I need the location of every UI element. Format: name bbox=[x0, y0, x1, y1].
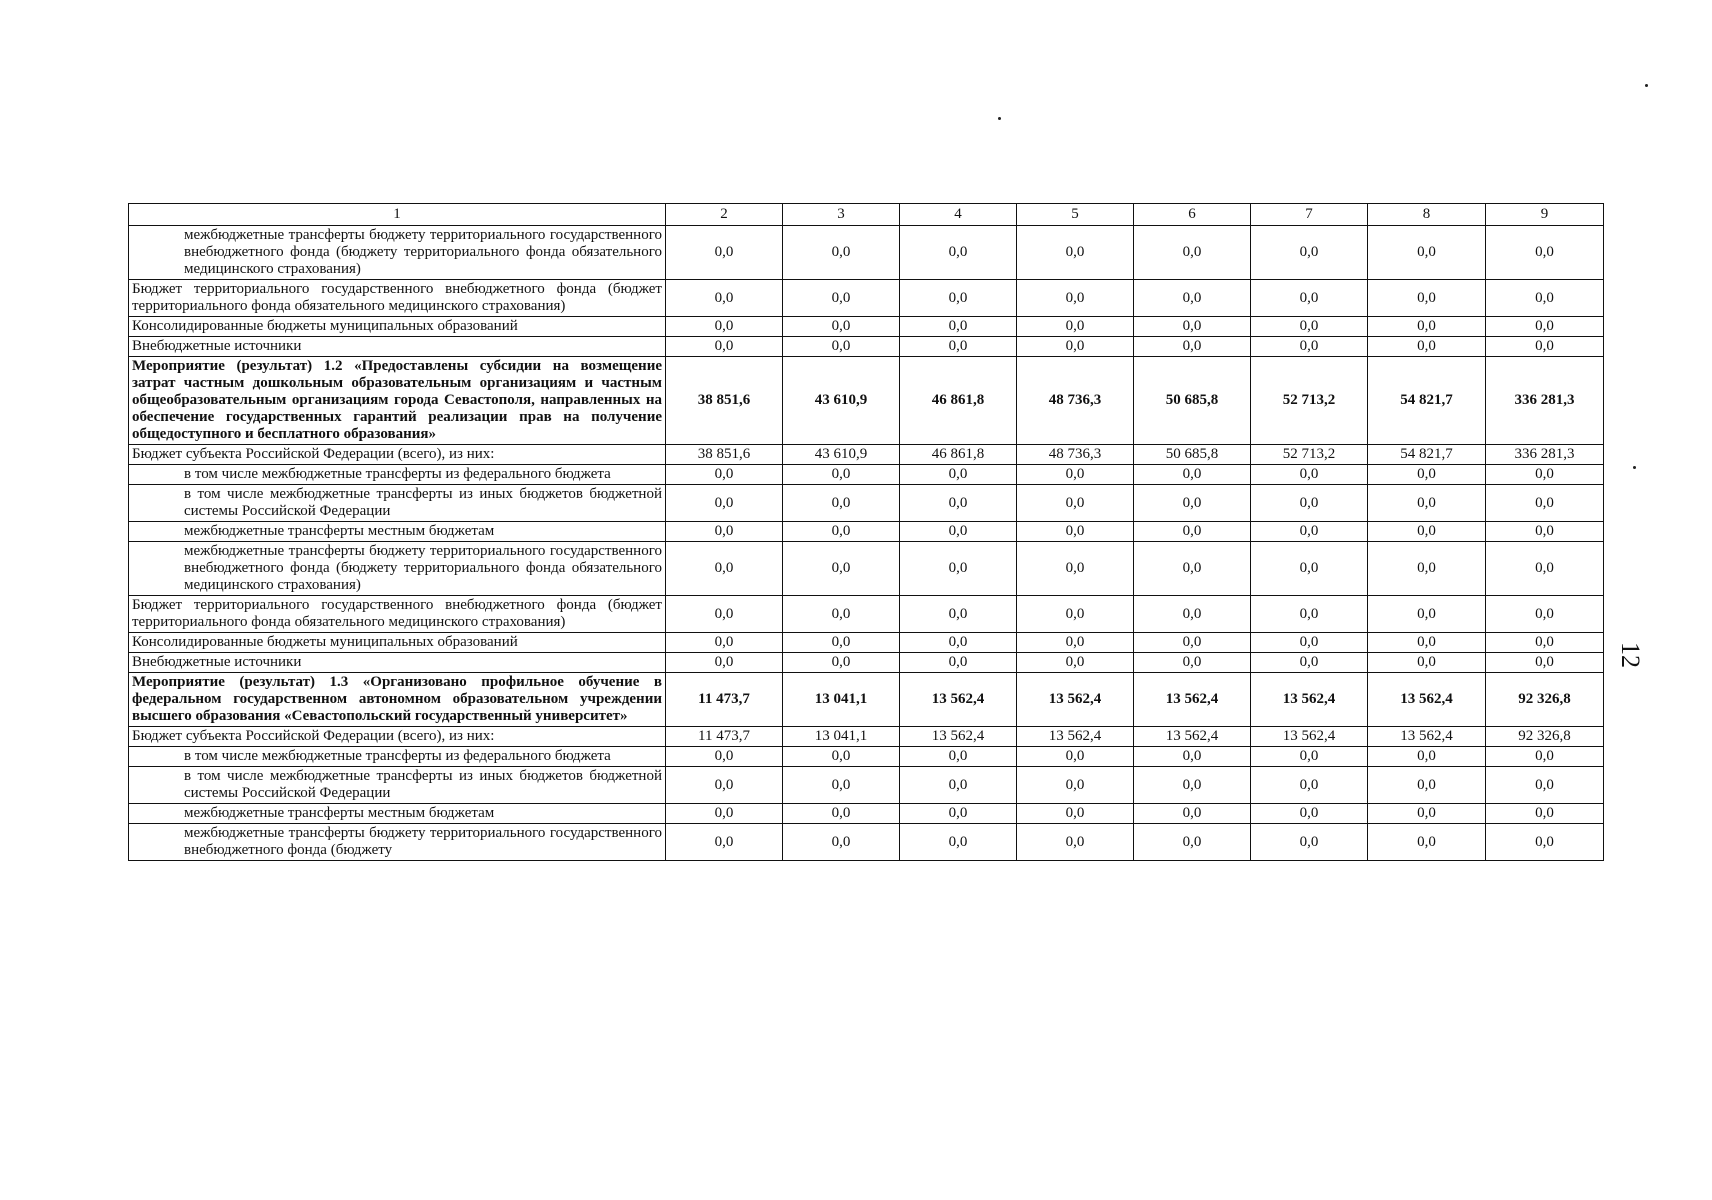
value-cell: 0,0 bbox=[1017, 542, 1134, 596]
value-cell: 11 473,7 bbox=[666, 727, 783, 747]
row-label: Бюджет субъекта Российской Федерации (всего), из них: bbox=[129, 727, 666, 747]
value-cell: 0,0 bbox=[1017, 824, 1134, 861]
value-cell: 0,0 bbox=[1368, 337, 1486, 357]
row-label: Бюджет субъекта Российской Федерации (всего), из них: bbox=[129, 445, 666, 465]
value-cell: 0,0 bbox=[1251, 485, 1368, 522]
row-label: Консолидированные бюджеты муниципальных образований bbox=[129, 317, 666, 337]
activity-row bbox=[129, 673, 1604, 727]
value-cell: 0,0 bbox=[1017, 317, 1134, 337]
value-cell: 0,0 bbox=[1486, 317, 1604, 337]
value-cell: 0,0 bbox=[783, 465, 900, 485]
value-cell: 13 562,4 bbox=[1368, 673, 1486, 727]
value-cell: 0,0 bbox=[900, 804, 1017, 824]
value-cell: 13 562,4 bbox=[900, 727, 1017, 747]
row-label: в том числе межбюджетные трансферты из федерального бюджета bbox=[129, 747, 666, 767]
value-cell: 0,0 bbox=[1017, 767, 1134, 804]
value-cell: 0,0 bbox=[1486, 767, 1604, 804]
value-cell: 0,0 bbox=[666, 522, 783, 542]
value-cell: 92 326,8 bbox=[1486, 727, 1604, 747]
value-cell: 0,0 bbox=[900, 747, 1017, 767]
table-row bbox=[129, 653, 1604, 673]
value-cell: 0,0 bbox=[666, 542, 783, 596]
value-cell: 336 281,3 bbox=[1486, 357, 1604, 445]
value-cell: 0,0 bbox=[1134, 542, 1251, 596]
value-cell: 0,0 bbox=[1134, 485, 1251, 522]
value-cell: 0,0 bbox=[1368, 596, 1486, 633]
value-cell: 0,0 bbox=[783, 804, 900, 824]
value-cell: 0,0 bbox=[1251, 522, 1368, 542]
value-cell: 0,0 bbox=[1486, 465, 1604, 485]
row-label: Внебюджетные источники bbox=[129, 337, 666, 357]
value-cell: 0,0 bbox=[1368, 804, 1486, 824]
value-cell: 0,0 bbox=[1134, 226, 1251, 280]
table-row bbox=[129, 445, 1604, 465]
value-cell: 0,0 bbox=[783, 596, 900, 633]
value-cell: 0,0 bbox=[1368, 485, 1486, 522]
value-cell: 0,0 bbox=[783, 317, 900, 337]
value-cell: 0,0 bbox=[1368, 824, 1486, 861]
table-row bbox=[129, 596, 1604, 633]
value-cell: 0,0 bbox=[1017, 280, 1134, 317]
value-cell: 0,0 bbox=[666, 747, 783, 767]
value-cell: 13 562,4 bbox=[1134, 673, 1251, 727]
value-cell: 13 562,4 bbox=[900, 673, 1017, 727]
value-cell: 13 562,4 bbox=[1251, 727, 1368, 747]
column-header: 2 bbox=[666, 204, 783, 226]
value-cell: 50 685,8 bbox=[1134, 445, 1251, 465]
value-cell: 0,0 bbox=[1134, 804, 1251, 824]
value-cell: 0,0 bbox=[1368, 542, 1486, 596]
value-cell: 0,0 bbox=[666, 824, 783, 861]
value-cell: 0,0 bbox=[666, 804, 783, 824]
value-cell: 48 736,3 bbox=[1017, 357, 1134, 445]
value-cell: 0,0 bbox=[1134, 747, 1251, 767]
row-label: в том числе межбюджетные трансферты из иных бюджетов бюджетной системы Российской Федерации bbox=[129, 767, 666, 804]
scan-speck bbox=[1645, 84, 1648, 87]
column-header: 9 bbox=[1486, 204, 1604, 226]
table-row bbox=[129, 767, 1604, 804]
table-body bbox=[129, 204, 1604, 861]
value-cell: 0,0 bbox=[1134, 337, 1251, 357]
row-label: Внебюджетные источники bbox=[129, 653, 666, 673]
value-cell: 0,0 bbox=[666, 465, 783, 485]
column-header: 1 bbox=[129, 204, 666, 226]
value-cell: 0,0 bbox=[1251, 804, 1368, 824]
value-cell: 0,0 bbox=[1134, 280, 1251, 317]
value-cell: 0,0 bbox=[1486, 337, 1604, 357]
value-cell: 0,0 bbox=[1486, 522, 1604, 542]
value-cell: 0,0 bbox=[1134, 465, 1251, 485]
column-header: 7 bbox=[1251, 204, 1368, 226]
row-label: Бюджет территориального государственного внебюджетного фонда (бюджет территориального фонда обязательного медицинского страхования) bbox=[129, 280, 666, 317]
table-row bbox=[129, 727, 1604, 747]
value-cell: 0,0 bbox=[900, 767, 1017, 804]
value-cell: 0,0 bbox=[1486, 653, 1604, 673]
value-cell: 0,0 bbox=[900, 522, 1017, 542]
value-cell: 0,0 bbox=[783, 337, 900, 357]
column-header: 4 bbox=[900, 204, 1017, 226]
value-cell: 0,0 bbox=[783, 747, 900, 767]
value-cell: 0,0 bbox=[1251, 280, 1368, 317]
column-header: 6 bbox=[1134, 204, 1251, 226]
row-label: Консолидированные бюджеты муниципальных образований bbox=[129, 633, 666, 653]
value-cell: 0,0 bbox=[1251, 226, 1368, 280]
value-cell: 0,0 bbox=[1486, 485, 1604, 522]
value-cell: 13 041,1 bbox=[783, 727, 900, 747]
value-cell: 38 851,6 bbox=[666, 357, 783, 445]
value-cell: 0,0 bbox=[1017, 804, 1134, 824]
value-cell: 0,0 bbox=[1368, 226, 1486, 280]
value-cell: 11 473,7 bbox=[666, 673, 783, 727]
value-cell: 0,0 bbox=[1251, 465, 1368, 485]
value-cell: 0,0 bbox=[1368, 747, 1486, 767]
row-label: межбюджетные трансферты бюджету территориального государственного внебюджетного фонда (бюджету территориального фонда обязательного медицинского страхования) bbox=[129, 542, 666, 596]
value-cell: 0,0 bbox=[1251, 542, 1368, 596]
value-cell: 0,0 bbox=[1368, 767, 1486, 804]
value-cell: 43 610,9 bbox=[783, 357, 900, 445]
value-cell: 0,0 bbox=[1251, 633, 1368, 653]
value-cell: 0,0 bbox=[900, 653, 1017, 673]
value-cell: 0,0 bbox=[1017, 747, 1134, 767]
value-cell: 52 713,2 bbox=[1251, 445, 1368, 465]
value-cell: 0,0 bbox=[900, 596, 1017, 633]
value-cell: 0,0 bbox=[1486, 804, 1604, 824]
value-cell: 0,0 bbox=[666, 226, 783, 280]
value-cell: 0,0 bbox=[1486, 542, 1604, 596]
value-cell: 0,0 bbox=[1251, 653, 1368, 673]
value-cell: 0,0 bbox=[900, 226, 1017, 280]
value-cell: 0,0 bbox=[1486, 824, 1604, 861]
value-cell: 0,0 bbox=[900, 633, 1017, 653]
value-cell: 0,0 bbox=[900, 485, 1017, 522]
table-row bbox=[129, 337, 1604, 357]
value-cell: 0,0 bbox=[666, 337, 783, 357]
scan-speck bbox=[998, 117, 1001, 120]
table-row bbox=[129, 747, 1604, 767]
value-cell: 0,0 bbox=[1251, 824, 1368, 861]
value-cell: 46 861,8 bbox=[900, 445, 1017, 465]
value-cell: 0,0 bbox=[666, 317, 783, 337]
value-cell: 0,0 bbox=[900, 542, 1017, 596]
value-cell: 0,0 bbox=[1486, 280, 1604, 317]
value-cell: 54 821,7 bbox=[1368, 357, 1486, 445]
value-cell: 0,0 bbox=[1017, 226, 1134, 280]
value-cell: 0,0 bbox=[666, 653, 783, 673]
value-cell: 0,0 bbox=[1368, 653, 1486, 673]
value-cell: 50 685,8 bbox=[1134, 357, 1251, 445]
row-label: Мероприятие (результат) 1.3 «Организовано профильное обучение в федеральном государственном автономном образовательном учреждении высшего образования «Севастопольский государственный университет» bbox=[129, 673, 666, 727]
value-cell: 0,0 bbox=[783, 542, 900, 596]
value-cell: 0,0 bbox=[783, 522, 900, 542]
value-cell: 0,0 bbox=[1017, 633, 1134, 653]
table-row bbox=[129, 485, 1604, 522]
table-row bbox=[129, 542, 1604, 596]
value-cell: 92 326,8 bbox=[1486, 673, 1604, 727]
value-cell: 0,0 bbox=[783, 485, 900, 522]
value-cell: 336 281,3 bbox=[1486, 445, 1604, 465]
table-row bbox=[129, 465, 1604, 485]
value-cell: 38 851,6 bbox=[666, 445, 783, 465]
value-cell: 0,0 bbox=[1368, 280, 1486, 317]
value-cell: 0,0 bbox=[1486, 596, 1604, 633]
value-cell: 0,0 bbox=[666, 280, 783, 317]
value-cell: 0,0 bbox=[1017, 485, 1134, 522]
value-cell: 0,0 bbox=[900, 337, 1017, 357]
value-cell: 0,0 bbox=[783, 767, 900, 804]
table-row bbox=[129, 804, 1604, 824]
value-cell: 54 821,7 bbox=[1368, 445, 1486, 465]
value-cell: 0,0 bbox=[1134, 633, 1251, 653]
value-cell: 46 861,8 bbox=[900, 357, 1017, 445]
value-cell: 0,0 bbox=[666, 596, 783, 633]
value-cell: 0,0 bbox=[1134, 317, 1251, 337]
value-cell: 0,0 bbox=[1251, 747, 1368, 767]
row-label: в том числе межбюджетные трансферты из иных бюджетов бюджетной системы Российской Федерации bbox=[129, 485, 666, 522]
table-row bbox=[129, 226, 1604, 280]
value-cell: 0,0 bbox=[783, 226, 900, 280]
value-cell: 0,0 bbox=[1486, 633, 1604, 653]
table-row bbox=[129, 522, 1604, 542]
activity-row bbox=[129, 357, 1604, 445]
value-cell: 0,0 bbox=[1017, 337, 1134, 357]
value-cell: 0,0 bbox=[1368, 633, 1486, 653]
value-cell: 43 610,9 bbox=[783, 445, 900, 465]
value-cell: 0,0 bbox=[1017, 522, 1134, 542]
table-row bbox=[129, 633, 1604, 653]
value-cell: 0,0 bbox=[1134, 522, 1251, 542]
value-cell: 0,0 bbox=[900, 280, 1017, 317]
value-cell: 13 562,4 bbox=[1017, 727, 1134, 747]
value-cell: 0,0 bbox=[666, 767, 783, 804]
value-cell: 0,0 bbox=[783, 653, 900, 673]
value-cell: 0,0 bbox=[1368, 465, 1486, 485]
value-cell: 13 562,4 bbox=[1134, 727, 1251, 747]
value-cell: 0,0 bbox=[1017, 653, 1134, 673]
row-label: Бюджет территориального государственного внебюджетного фонда (бюджет территориального фонда обязательного медицинского страхования) bbox=[129, 596, 666, 633]
row-label: межбюджетные трансферты бюджету территориального государственного внебюджетного фонда (бюджету территориального фонда обязательного медицинского страхования) bbox=[129, 226, 666, 280]
value-cell: 0,0 bbox=[1486, 226, 1604, 280]
table-row bbox=[129, 280, 1604, 317]
column-header: 5 bbox=[1017, 204, 1134, 226]
value-cell: 0,0 bbox=[1251, 767, 1368, 804]
value-cell: 0,0 bbox=[900, 317, 1017, 337]
row-label: межбюджетные трансферты местным бюджетам bbox=[129, 522, 666, 542]
value-cell: 0,0 bbox=[1134, 824, 1251, 861]
value-cell: 0,0 bbox=[1017, 465, 1134, 485]
value-cell: 0,0 bbox=[783, 280, 900, 317]
value-cell: 0,0 bbox=[900, 824, 1017, 861]
value-cell: 0,0 bbox=[1134, 653, 1251, 673]
column-header: 8 bbox=[1368, 204, 1486, 226]
column-number-header-row bbox=[129, 204, 1604, 226]
value-cell: 0,0 bbox=[1368, 522, 1486, 542]
table-row bbox=[129, 824, 1604, 861]
row-label: межбюджетные трансферты местным бюджетам bbox=[129, 804, 666, 824]
value-cell: 0,0 bbox=[1486, 747, 1604, 767]
value-cell: 13 041,1 bbox=[783, 673, 900, 727]
budget-table bbox=[128, 203, 1604, 861]
value-cell: 0,0 bbox=[1134, 596, 1251, 633]
row-label: Мероприятие (результат) 1.2 «Предоставлены субсидии на возмещение затрат частным дошкольным образовательным организациям и частным общеобразовательным организациям города Севастополя, направленных на обеспечение государственных гарантий реализации прав на получение общедоступного и бесплатного образования» bbox=[129, 357, 666, 445]
value-cell: 52 713,2 bbox=[1251, 357, 1368, 445]
column-header: 3 bbox=[783, 204, 900, 226]
table-row bbox=[129, 317, 1604, 337]
scan-speck bbox=[1633, 466, 1636, 469]
value-cell: 0,0 bbox=[666, 633, 783, 653]
value-cell: 0,0 bbox=[783, 633, 900, 653]
value-cell: 48 736,3 bbox=[1017, 445, 1134, 465]
value-cell: 0,0 bbox=[900, 465, 1017, 485]
value-cell: 0,0 bbox=[1251, 317, 1368, 337]
value-cell: 13 562,4 bbox=[1368, 727, 1486, 747]
value-cell: 0,0 bbox=[666, 485, 783, 522]
value-cell: 13 562,4 bbox=[1251, 673, 1368, 727]
value-cell: 0,0 bbox=[1251, 337, 1368, 357]
value-cell: 0,0 bbox=[1368, 317, 1486, 337]
value-cell: 0,0 bbox=[1251, 596, 1368, 633]
value-cell: 0,0 bbox=[1017, 596, 1134, 633]
row-label: межбюджетные трансферты бюджету территориального государственного внебюджетного фонда (бюджету bbox=[129, 824, 666, 861]
page-number: 12 bbox=[1616, 642, 1645, 668]
value-cell: 0,0 bbox=[783, 824, 900, 861]
row-label: в том числе межбюджетные трансферты из федерального бюджета bbox=[129, 465, 666, 485]
value-cell: 13 562,4 bbox=[1017, 673, 1134, 727]
value-cell: 0,0 bbox=[1134, 767, 1251, 804]
